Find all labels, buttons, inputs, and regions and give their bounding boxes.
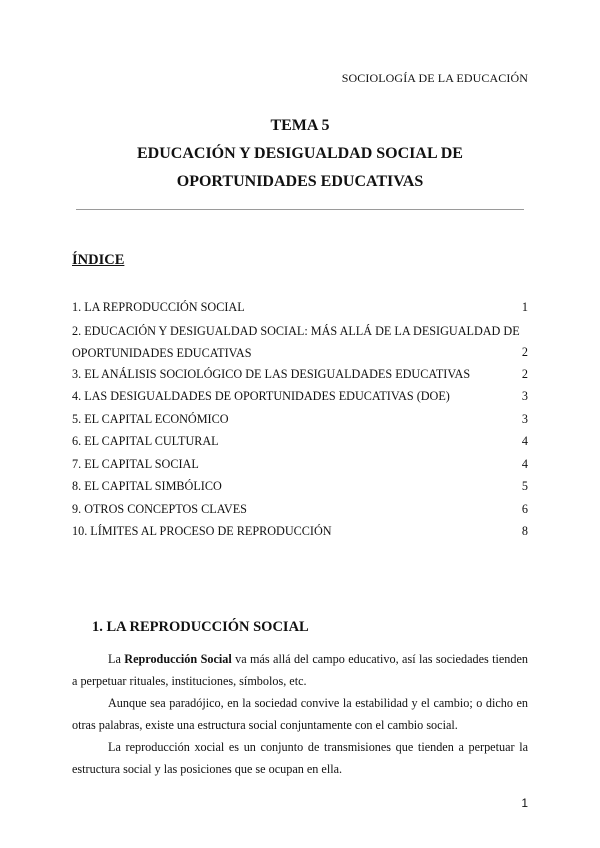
toc-entry-label: 7. EL CAPITAL SOCIAL bbox=[72, 456, 199, 471]
toc-entry[interactable] bbox=[72, 476, 528, 499]
toc-entry-label: 10. LÍMITES AL PROCESO DE REPRODUCCIÓN bbox=[72, 524, 332, 538]
toc-entry[interactable] bbox=[72, 521, 528, 544]
bold-term: Reproducción Social bbox=[124, 652, 232, 666]
toc-entry-label: 1. LA REPRODUCCIÓN SOCIAL bbox=[72, 300, 245, 314]
toc-entry[interactable] bbox=[72, 431, 528, 454]
toc-entry-label: 8. EL CAPITAL SIMBÓLICO bbox=[72, 479, 222, 493]
toc-entry[interactable] bbox=[72, 297, 528, 320]
title-line-2: OPORTUNIDADES EDUCATIVAS bbox=[176, 173, 424, 190]
paragraph: La reproducción xocial es un conjunto de transmisiones que tienden a perpetuar la estructura social y las posiciones que se ocupan en ella. bbox=[72, 740, 528, 776]
section-body bbox=[72, 648, 528, 780]
toc-entry-page: 4 bbox=[521, 456, 528, 471]
toc-entry-label: 4. LAS DESIGUALDADES DE OPORTUNIDADES EDUCATIVAS (DOE) bbox=[72, 389, 450, 403]
section-heading: 1. LA REPRODUCCIÓN SOCIAL bbox=[92, 619, 309, 635]
toc-entry-page: 3 bbox=[521, 411, 528, 426]
toc-entry[interactable] bbox=[72, 364, 528, 387]
title-block bbox=[0, 112, 600, 196]
topic-number: TEMA 5 bbox=[270, 117, 330, 134]
toc-entry[interactable] bbox=[72, 386, 528, 409]
toc-entry-page: 2 bbox=[521, 366, 528, 381]
paragraph-text: La bbox=[108, 652, 125, 666]
toc-entry-page: 6 bbox=[521, 501, 528, 516]
toc-entry[interactable] bbox=[72, 454, 528, 477]
toc-entry-page: 2 bbox=[521, 344, 528, 359]
toc-entry-page: 4 bbox=[521, 434, 528, 448]
paragraph bbox=[72, 648, 528, 692]
toc-entry-page: 8 bbox=[521, 524, 528, 538]
toc-entry-page: 1 bbox=[521, 300, 528, 314]
page-number: 1 bbox=[521, 796, 528, 810]
toc-entry-label: 2. EDUCACIÓN Y DESIGUALDAD SOCIAL: MÁS ALLÁ DE LA DESIGUALDAD DE OPORTUNIDADES EDUCATIVAS bbox=[72, 323, 520, 360]
toc-entry[interactable] bbox=[72, 320, 528, 364]
document-header: SOCIOLOGÍA DE LA EDUCACIÓN bbox=[341, 71, 528, 85]
toc-entry[interactable] bbox=[72, 499, 528, 522]
title-divider bbox=[76, 209, 524, 210]
table-of-contents bbox=[72, 297, 528, 544]
toc-entry-label: 3. EL ANÁLISIS SOCIOLÓGICO DE LAS DESIGUALDADES EDUCATIVAS bbox=[72, 366, 471, 381]
toc-entry-page: 3 bbox=[521, 389, 528, 403]
paragraph-text: va más allá del campo educativo, así las sociedades tienden a perpetuar rituales, instituciones, símbolos, etc. bbox=[72, 652, 528, 688]
toc-entry-label: 5. EL CAPITAL ECONÓMICO bbox=[72, 411, 229, 426]
toc-entry[interactable] bbox=[72, 409, 528, 432]
toc-entry-page: 5 bbox=[521, 479, 528, 493]
toc-entry-label: 9. OTROS CONCEPTOS CLAVES bbox=[72, 501, 247, 516]
toc-entry-label: 6. EL CAPITAL CULTURAL bbox=[72, 434, 219, 448]
paragraph: Aunque sea paradójico, en la sociedad convive la estabilidad y el cambio; o dicho en otras palabras, existe una estructura social conjuntamente con el cambio social. bbox=[72, 696, 528, 732]
title-line-1: EDUCACIÓN Y DESIGUALDAD SOCIAL DE bbox=[137, 145, 463, 162]
index-heading: ÍNDICE bbox=[72, 252, 125, 268]
